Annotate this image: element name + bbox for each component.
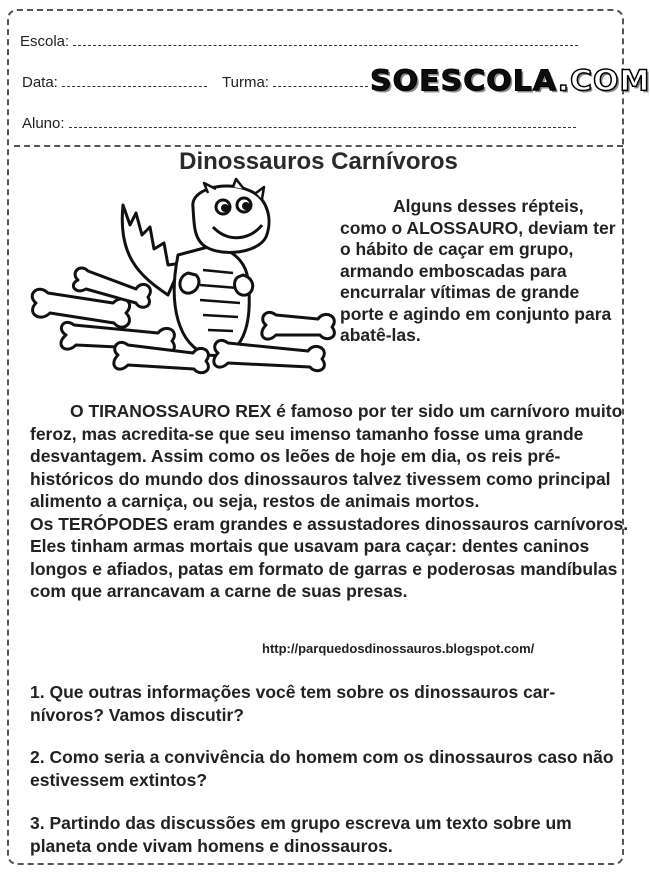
page-title: Dinossauros Carnívoros: [179, 148, 458, 175]
logo-text-main: SOESCOLA: [370, 64, 558, 99]
school-field[interactable]: [20, 33, 578, 50]
question-2: 2. Como seria a convivência do homem com os dinossauros caso não estivessem extintos?: [30, 747, 614, 790]
dinosaur-with-bones-illustration: [18, 185, 353, 385]
soescola-logo: [370, 65, 650, 98]
question-3: 3. Partindo das discussões em grupo escreva um texto sobre um planeta onde vivam homens e dinossauros.: [30, 813, 572, 856]
header-separator: [14, 145, 623, 147]
dino-arm-left: [180, 273, 199, 293]
side-paragraph: [340, 196, 620, 347]
source-link[interactable]: http://parquedosdinossauros.blogspot.com/: [262, 641, 535, 656]
main-text: [30, 400, 630, 603]
date-blank[interactable]: [62, 86, 207, 87]
paragraph2: Os TERÓPODES eram grandes e assustadores dinossauros carnívoros. Eles tinham armas mortais que usavam para caçar: dentes caninos longos e afiados, patas em formato de garras e poderosas mandíbulas com que arrancavam a carne de suas presas.: [30, 513, 629, 601]
class-blank[interactable]: [273, 86, 368, 87]
question-1: 1. Que outras informações você tem sobre os dinossauros car-nívoros? Vamos discutir?: [30, 682, 556, 725]
class-field[interactable]: [222, 74, 368, 91]
student-label: Aluno:: [22, 115, 65, 132]
date-field[interactable]: [22, 74, 207, 91]
dino-head: [193, 186, 269, 252]
school-blank[interactable]: [73, 45, 578, 46]
school-label: Escola:: [20, 33, 70, 50]
class-label: Turma:: [222, 74, 269, 91]
side-paragraph-first-line: Alguns desses répteis,: [393, 196, 584, 216]
logo-text-domain: .COM: [557, 64, 650, 99]
student-blank[interactable]: [69, 127, 576, 128]
side-paragraph-rest: como o ALOSSAURO, deviam ter o hábito de caçar em grupo, armando emboscadas para encurralar vítimas de grande porte e agindo em conjunto para abatê-las.: [340, 217, 616, 345]
dino-arm-right: [235, 275, 253, 295]
date-label: Data:: [22, 74, 58, 91]
paragraph1-text: é famoso por ter sido um carnívoro muito feroz, mas acredita-se que seu imenso tamanho fosse uma grande desvantagem. Assim como os leões de hoje em dia, os reis pré-históricos do mundo dos dinossauros talvez tivessem como principal alimento a carniça, ou seja, restos de animais mortos.: [30, 401, 623, 511]
paragraph1-lead: O TIRANOSSAURO REX: [70, 401, 272, 421]
student-field[interactable]: [22, 115, 576, 132]
